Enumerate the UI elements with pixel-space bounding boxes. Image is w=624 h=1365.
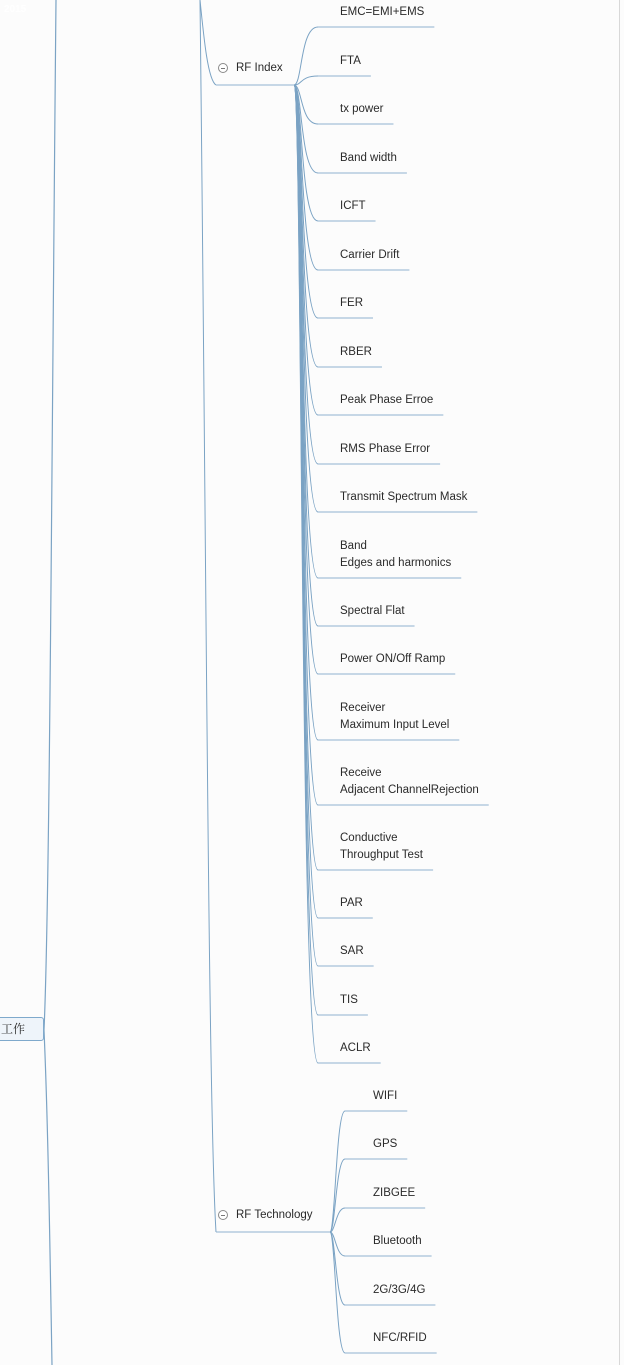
leaf-label: ZIBGEE (373, 1187, 416, 1199)
leaf-label: EMC=EMI+EMS (340, 6, 425, 18)
leaf-label: Transmit Spectrum Mask (340, 491, 468, 503)
leaf-node[interactable] (340, 765, 479, 799)
connector (44, 1030, 52, 1365)
leaf-label: PAR (340, 897, 363, 909)
leaf-node[interactable] (340, 651, 445, 668)
leaf-label: FER (340, 297, 363, 309)
leaf-node[interactable] (340, 344, 372, 361)
leaf-label: TIS (340, 994, 358, 1006)
leaf-label: Carrier Drift (340, 249, 400, 261)
leaf-label: Bluetooth (373, 1235, 422, 1247)
leaf-label: ACLR (340, 1042, 371, 1054)
leaf-node[interactable] (340, 295, 363, 312)
leaf-label: Spectral Flat (340, 605, 405, 617)
leaf-node[interactable] (340, 830, 423, 864)
leaf-label: Band (340, 540, 367, 552)
leaf-label: GPS (373, 1138, 398, 1150)
leaf-node[interactable] (373, 1233, 422, 1250)
leaf-label: SAR (340, 945, 364, 957)
leaf-label: RMS Phase Error (340, 443, 431, 455)
leaf-label: ICFT (340, 200, 366, 212)
connector (200, 0, 216, 1232)
leaf-node[interactable] (373, 1088, 397, 1105)
root-node[interactable]: 工作 (0, 1017, 44, 1041)
leaf-label: 2G/3G/4G (373, 1284, 426, 1296)
leaf-node[interactable] (373, 1185, 415, 1202)
branch-label: RF Technology (236, 1209, 313, 1221)
leaf-node[interactable] (340, 1040, 371, 1057)
connector (330, 1111, 345, 1232)
leaf-node[interactable] (340, 603, 405, 620)
leaf-node[interactable] (340, 4, 424, 21)
leaf-node[interactable] (373, 1330, 427, 1347)
leaf-node[interactable] (340, 992, 358, 1009)
branch-label: RF Index (236, 62, 283, 74)
branch-rf-technology[interactable] (218, 1209, 313, 1221)
leaf-label: Maximum Input Level (340, 719, 450, 731)
leaf-node[interactable] (340, 700, 449, 734)
leaf-label: FTA (340, 55, 361, 67)
leaf-label: Throughput Test (340, 849, 423, 861)
leaf-label: Peak Phase Erroe (340, 394, 434, 406)
leaf-node[interactable] (340, 489, 467, 506)
leaf-label: Receive (340, 767, 382, 779)
leaf-label: Conductive (340, 832, 398, 844)
leaf-node[interactable] (340, 943, 364, 960)
leaf-label: Power ON/Off Ramp (340, 653, 446, 665)
leaf-label: Adjacent ChannelRejection (340, 784, 479, 796)
leaf-label: tx power (340, 103, 384, 115)
connector (330, 1232, 345, 1353)
collapse-icon[interactable] (218, 1210, 228, 1220)
leaf-node[interactable] (340, 198, 366, 215)
leaf-node[interactable] (340, 895, 363, 912)
leaf-label: Band width (340, 152, 397, 164)
collapse-icon[interactable] (218, 63, 228, 73)
branch-rf-index[interactable] (218, 62, 283, 74)
leaf-node[interactable] (340, 247, 399, 264)
leaf-node[interactable] (340, 392, 433, 409)
leaf-node[interactable] (373, 1136, 397, 1153)
leaf-node[interactable] (340, 101, 383, 118)
leaf-node[interactable] (340, 150, 397, 167)
corner-label: 2015 (4, 4, 27, 15)
leaf-label: WIFI (373, 1090, 398, 1102)
leaf-node[interactable] (340, 53, 361, 70)
leaf-node[interactable] (373, 1282, 425, 1299)
leaf-node[interactable] (340, 441, 430, 458)
leaf-label: NFC/RFID (373, 1332, 427, 1344)
connector (200, 0, 216, 85)
leaf-node[interactable] (340, 538, 451, 572)
leaf-label: Receiver (340, 702, 386, 714)
leaf-label: RBER (340, 346, 372, 358)
connector (44, 0, 56, 1030)
leaf-label: Edges and harmonics (340, 557, 452, 569)
